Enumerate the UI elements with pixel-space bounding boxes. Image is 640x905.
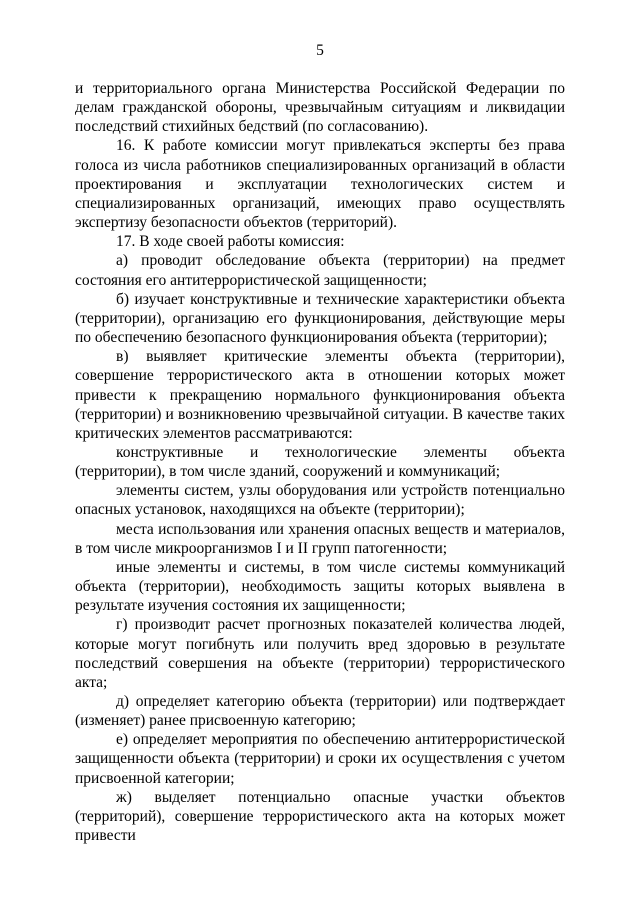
paragraph-critical-element-4: иные элементы и системы, в том числе системы коммуникаций объекта (территории), необходимость защиты которых выявлена в результате изучения состояния их защищенности;	[75, 558, 565, 615]
paragraph-subitem-a: а) проводит обследование объекта (территории) на предмет состояния его антитеррористической защищенности;	[75, 252, 565, 289]
paragraph-subitem-d: д) определяет категорию объекта (территории) или подтверждает (изменяет) ранее присвоенную категорию;	[75, 693, 565, 730]
paragraph-subitem-v: в) выявляет критические элементы объекта (территории), совершение террористического акта в отношении которых может привести к прекращению нормального функционирования объекта (территории) и возникновению чрезвычайной ситуации. В качестве таких критических элементов рассматриваются:	[75, 348, 565, 442]
paragraph-subitem-e: е) определяет мероприятия по обеспечению антитеррористической защищенности объекта (территории) и сроки их осуществления с учетом присвоенной категории;	[75, 731, 565, 787]
paragraph-subitem-zh: ж) выделяет потенциально опасные участки объектов (территорий), совершение террористического акта на которых может привести	[75, 788, 565, 845]
paragraph-subitem-b: б) изучает конструктивные и технические характеристики объекта (территории), организацию его функционирования, действующие меры по обеспечению безопасного функционирования объекта (территории);	[75, 290, 565, 347]
paragraph-critical-element-3: места использования или хранения опасных веществ и материалов, в том числе микроорганизмов I и II групп патогенности;	[75, 520, 565, 557]
paragraph-critical-element-1: конструктивные и технологические элементы объекта (территории), в том числе зданий, сооружений и коммуникаций;	[75, 443, 565, 481]
document-body	[75, 79, 565, 845]
page-number: 5	[316, 42, 324, 59]
paragraph-item-16: 16. К работе комиссии могут привлекаться эксперты без права голоса из числа работников специализированных организаций в области проектирования и эксплуатации технологических систем и специализированных организаций, имеющих право осуществлять экспертизу безопасности объектов (территорий).	[75, 137, 565, 232]
paragraph-item-17: 17. В ходе своей работы комиссия:	[116, 233, 345, 251]
paragraph-subitem-g: г) производит расчет прогнозных показателей количества людей, которые могут погибнуть или получить вред здоровью в результате последствий совершения на объекте (территории) террористического акта;	[75, 616, 565, 691]
paragraph-critical-element-2: элементы систем, узлы оборудования или устройств потенциально опасных установок, находящихся на объекте (территории);	[75, 482, 565, 519]
paragraph-continuation: и территориального органа Министерства Российской Федерации по делам гражданской обороны, чрезвычайным ситуациям и ликвидации последствий стихийных бедствий (по согласованию).	[75, 80, 565, 136]
